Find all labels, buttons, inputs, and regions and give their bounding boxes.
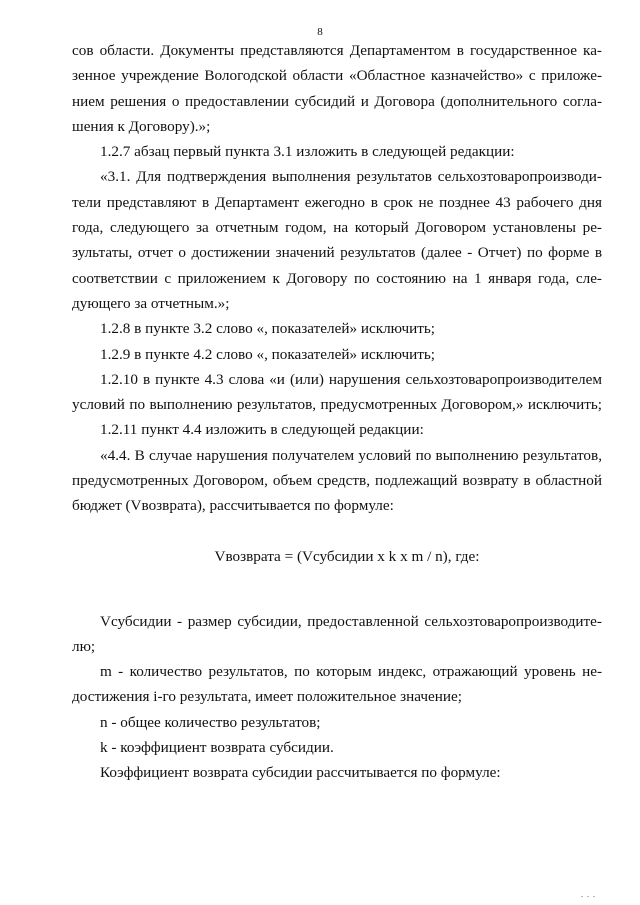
text-line: бюджет (Vвозврата), рассчитывается по формуле:: [72, 497, 394, 515]
spacer: [72, 519, 602, 544]
text-line: Коэффициент возврата субсидии рассчитывается по формуле:: [100, 764, 501, 782]
text-line: соответствии с приложением к Договору по состоянию на 1 января года, сле-: [72, 269, 602, 287]
text-line: 1.2.10 в пункте 4.3 слова «и (или) нарушения сельхозтоваропроизводителем: [100, 370, 602, 388]
text-line: «3.1. Для подтверждения выполнения результатов сельхозтоваропроизводи-: [100, 168, 602, 186]
page-number: 8: [317, 26, 323, 38]
text-line: предусмотренных Договором, объем средств, подлежащий возврату в областной: [72, 472, 602, 490]
text-line: сов области. Документы представляются Департаментом в государственное ка-: [72, 42, 602, 59]
spacer: [72, 569, 602, 594]
text-line: лю;: [72, 637, 96, 655]
text-line: нием решения о предоставлении субсидий и Договора (дополнительного согла-: [72, 92, 602, 110]
text-line: года, следующего за отчетным годом, на который Договором установлены ре-: [72, 219, 602, 237]
text-line: n - общее количество результатов;: [100, 713, 321, 731]
text-line: шения к Договору).»;: [72, 117, 211, 135]
text-line: 1.2.7 абзац первый пункта 3.1 изложить в следующей редакции:: [100, 143, 515, 161]
text-line: 1.2.8 в пункте 3.2 слово «, показателей» исключить;: [100, 320, 435, 338]
text-line: зультаты, отчет о достижении значений результатов (далее - Отчет) по форме в: [72, 244, 602, 262]
footer-mark: . . .: [581, 890, 596, 899]
text-line: 1.2.11 пункт 4.4 изложить в следующей редакции:: [100, 421, 424, 439]
text-line: m - количество результатов, по которым индекс, отражающий уровень не-: [100, 663, 602, 681]
text-line: условий по выполнению результатов, предусмотренных Договором,» исключить;: [72, 396, 602, 414]
spacer: [72, 595, 602, 609]
text-line: k - коэффициент возврата субсидии.: [100, 739, 334, 757]
text-line: достижения i-го результата, имеет положительное значение;: [72, 688, 462, 706]
text-line: Vсубсидии - размер субсидии, предоставленной сельхозтоваропроизводите-: [100, 612, 602, 630]
text-line: «4.4. В случае нарушения получателем условий по выполнению результатов,: [100, 446, 602, 464]
document-body: [72, 38, 602, 786]
formula: Vвозврата = (Vсубсидии x k x m / n), где:: [214, 547, 480, 565]
text-line: 1.2.9 в пункте 4.2 слово «, показателей» исключить;: [100, 345, 435, 363]
text-line: зенное учреждение Вологодской области «Областное казначейство» с приложе-: [72, 67, 602, 85]
text-line: дующего за отчетным.»;: [72, 294, 230, 312]
text-line: тели представляют в Департамент ежегодно в срок не позднее 43 рабочего дня: [72, 193, 602, 211]
